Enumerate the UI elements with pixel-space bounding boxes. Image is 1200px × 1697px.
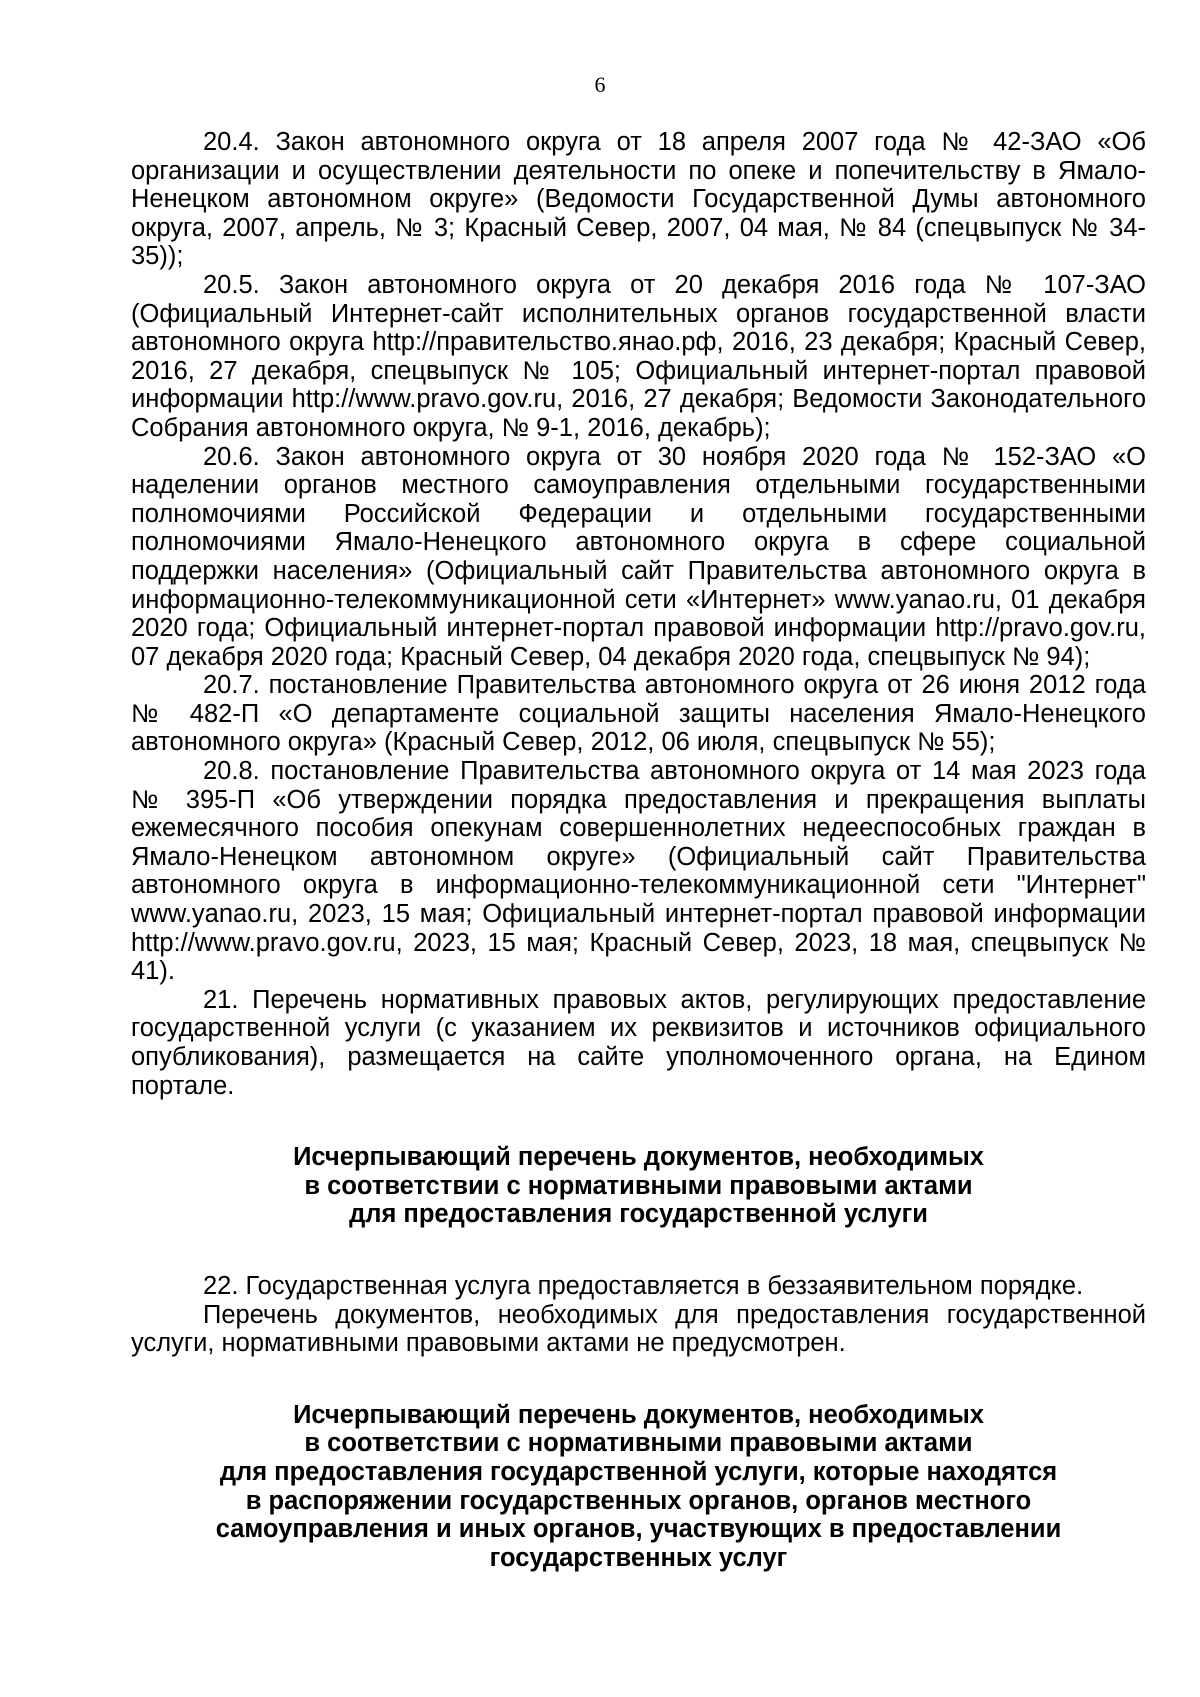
heading-line: в соответствии с нормативными правовыми актами [304,1429,973,1458]
heading-line: в соответствии с нормативными правовыми актами [304,1171,973,1200]
section-heading-interagency-documents [131,1401,1146,1573]
paragraph-20-8: 20.8. постановление Правительства автономного округа от 14 мая 2023 года № 395-П «Об утверждении порядка предоставления и прекращения выплаты ежемесячного пособия опекунам совершеннолетних недееспособных граждан в Ямало-Ненецком автономном округе» (Официальный сайт Правительства автономного округа в информационно-телекоммуникационной сети "Интернет" www.yanao.ru, 2023, 15 мая; Официальный интернет-портал правовой информации http://www.pravo.gov.ru, 2023, 15 мая; Красный Север, 2023, 18 мая, спецвыпуск № 41). [131,757,1146,986]
paragraph-20-5: 20.5. Закон автономного округа от 20 декабря 2016 года № 107-ЗАО (Официальный Интернет-сайт исполнительных органов государственной власти автономного округа http://правительство.янао.рф, 2016, 23 декабря; Красный Север, 2016, 27 декабря, спецвыпуск № 105; Официальный интернет-портал правовой информации http://www.pravo.gov.ru, 2016, 27 декабря; Ведомости Законодательного Собрания автономного округа, № 9-1, 2016, декабрь); [131,270,1146,442]
paragraph-22-documents: Перечень документов, необходимых для предоставления государственной услуги, нормативными правовыми актами не предусмотрен. [131,1300,1146,1358]
heading-line: для предоставления государственной услуги, которые находятся [219,1457,1058,1486]
section-spacer [131,1229,1146,1272]
heading-line: государственных услуг [489,1543,788,1572]
paragraph-20-6: 20.6. Закон автономного округа от 30 ноября 2020 года № 152-ЗАО «О наделении органов местного самоуправления отдельными государственными полномочиями Российской Федерации и отдельными государственными полномочиями Ямало-Ненецкого автономного округа в сфере социальной поддержки населения» (Официальный сайт Правительства автономного округа в информационно-телекоммуникационной сети «Интернет» www.yanao.ru, 01 декабря 2020 года; Официальный интернет-портал правовой информации http://pravo.gov.ru, 07 декабря 2020 года; Красный Север, 04 декабря 2020 года, спецвыпуск № 94); [131,442,1146,671]
heading-line: для предоставления государственной услуги [349,1200,928,1229]
heading-line: Исчерпывающий перечень документов, необходимых [293,1143,984,1172]
section-spacer [131,1100,1146,1143]
heading-line: самоуправления и иных органов, участвующих в предоставлении [215,1515,1062,1544]
heading-line: в распоряжении государственных органов, органов местного [245,1486,1032,1515]
paragraph-20-4: 20.4. Закон автономного округа от 18 апреля 2007 года № 42-ЗАО «Об организации и осуществлении деятельности по опеке и попечительству в Ямало-Ненецком автономном округе» (Ведомости Государственной Думы автономного округа, 2007, апрель, № 3; Красный Север, 2007, 04 мая, № 84 (спецвыпуск № 34-35)); [131,128,1146,271]
heading-line: Исчерпывающий перечень документов, необходимых [293,1400,984,1429]
paragraph-20-7: 20.7. постановление Правительства автономного округа от 26 июня 2012 года № 482-П «О департаменте социальной защиты населения Ямало-Ненецкого автономного округа» (Красный Север, 2012, 06 июля, спецвыпуск № 55); [131,671,1146,757]
paragraph-22: 22. Государственная услуга предоставляется в беззаявительном порядке. [203,1271,1084,1300]
section-heading-documents [131,1143,1146,1229]
document-body [131,128,1146,1572]
paragraph-21: 21. Перечень нормативных правовых актов, регулирующих предоставление государственной услуги (с указанием их реквизитов и источников официального опубликования), размещается на сайте уполномоченного органа, на Едином портале. [131,985,1146,1100]
section-spacer [131,1358,1146,1401]
page-number: 6 [594,72,606,97]
